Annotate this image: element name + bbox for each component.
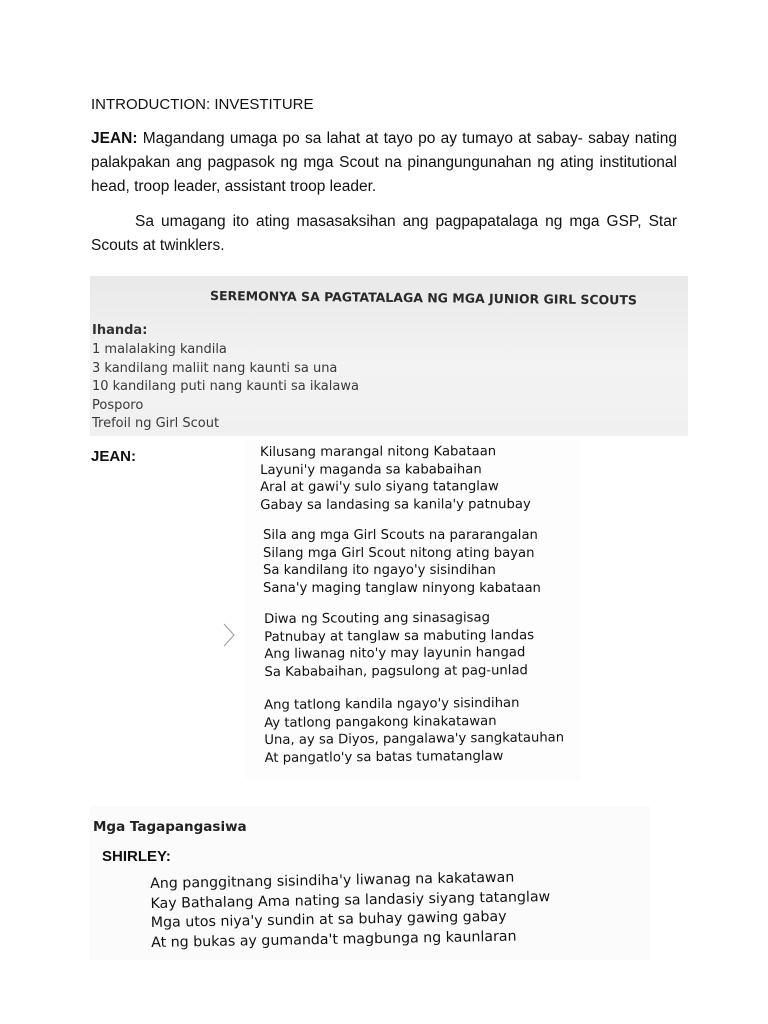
verse-line: Kilusang marangal nitong Kabataan xyxy=(260,444,497,460)
list-item: 3 kandilang maliit nang kaunti sa una xyxy=(92,360,338,376)
materials-list xyxy=(92,341,359,434)
verse-line: Sa kandilang ito ngayo'y sisindihan xyxy=(263,563,496,579)
verse-line: Una, ay sa Diyos, pangalawa'y sangkatauhan xyxy=(264,730,565,749)
section-heading: INTRODUCTION: INVESTITURE xyxy=(91,96,314,113)
verse-line: Diwa ng Scouting ang sinasagisag xyxy=(264,610,490,627)
prepare-label: Ihanda: xyxy=(92,323,148,338)
verse-line: Gabay sa landasing sa kanila'y patnubay xyxy=(260,496,531,513)
verse-line: Layuni'y maganda sa kababaihan xyxy=(260,461,482,478)
stanza xyxy=(264,694,564,767)
stanza xyxy=(264,609,534,681)
verse-line: At ng bukas ay gumanda't magbunga ng kaunlaran xyxy=(151,928,517,951)
shirley-speaker-label: SHIRLEY: xyxy=(102,848,171,865)
verse-line: Sa Kababaihan, pagsulong at pag-unlad xyxy=(264,662,528,680)
verse-line: Silang mga Girl Scout nitong ating bayan xyxy=(263,545,535,561)
list-item: Trefoil ng Girl Scout xyxy=(92,416,220,431)
list-item: 1 malalaking kandila xyxy=(92,342,227,357)
verse-line: Kay Bathalang Ama nating sa landasiy siyang tatanglaw xyxy=(150,888,551,912)
verse-line: Sana'y maging tanglaw ninyong kabataan xyxy=(263,580,541,596)
verse-line: Ang liwanag nito'y may layunin hangad xyxy=(264,645,526,663)
stanza xyxy=(260,443,531,514)
officials-label: Mga Tagapangasiwa xyxy=(93,819,247,835)
verse-line: Ay tatlong pangakong kinakatawan xyxy=(264,713,497,731)
verses-scan xyxy=(245,440,580,780)
stanza xyxy=(263,527,541,597)
verse-line: Ang tatlong kandila ngayo'y sisindihan xyxy=(264,695,520,713)
bracket-mark xyxy=(222,622,236,648)
intro-paragraph xyxy=(91,127,677,199)
jean-speaker-label: JEAN: xyxy=(91,448,137,465)
second-paragraph: Sa umagang ito ating masasaksihan ang pagpapatalaga ng mga GSP, Star Scouts at twinklers. xyxy=(91,213,677,254)
officials-scan xyxy=(90,806,650,960)
list-item: 10 kandilang puti nang kaunti sa ikalawa xyxy=(92,379,359,394)
speaker-label: JEAN: xyxy=(91,130,138,147)
verse-line: Ang panggitnang sisindiha'y liwanag na kakatawan xyxy=(150,869,515,892)
shirley-stanza xyxy=(150,868,551,953)
ceremony-scan xyxy=(90,276,688,436)
ceremony-title: SEREMONYA SA PAGTATALAGA NG MGA JUNIOR GIRL SCOUTS xyxy=(209,288,637,308)
verse-line: Aral at gawi'y sulo siyang tatanglaw xyxy=(260,479,499,496)
list-item: Posporo xyxy=(92,397,144,413)
verse-line: At pangatlo'y sa batas tumatanglaw xyxy=(264,748,504,766)
intro-text: Magandang umaga po sa lahat at tayo po ay tumayo at sabay- sabay nating palakpakan ang pagpasok ng mga Scout na pinangungunahan ng ating institutional head, troop leader, assistant troop leader. xyxy=(91,130,677,195)
verse-line: Mga utos niya'y sundin at sa buhay gawing gabay xyxy=(150,908,507,931)
verse-line: Patnubay at tanglaw sa mabuting landas xyxy=(264,627,535,645)
verse-line: Sila ang mga Girl Scouts na pararangalan xyxy=(263,528,538,543)
